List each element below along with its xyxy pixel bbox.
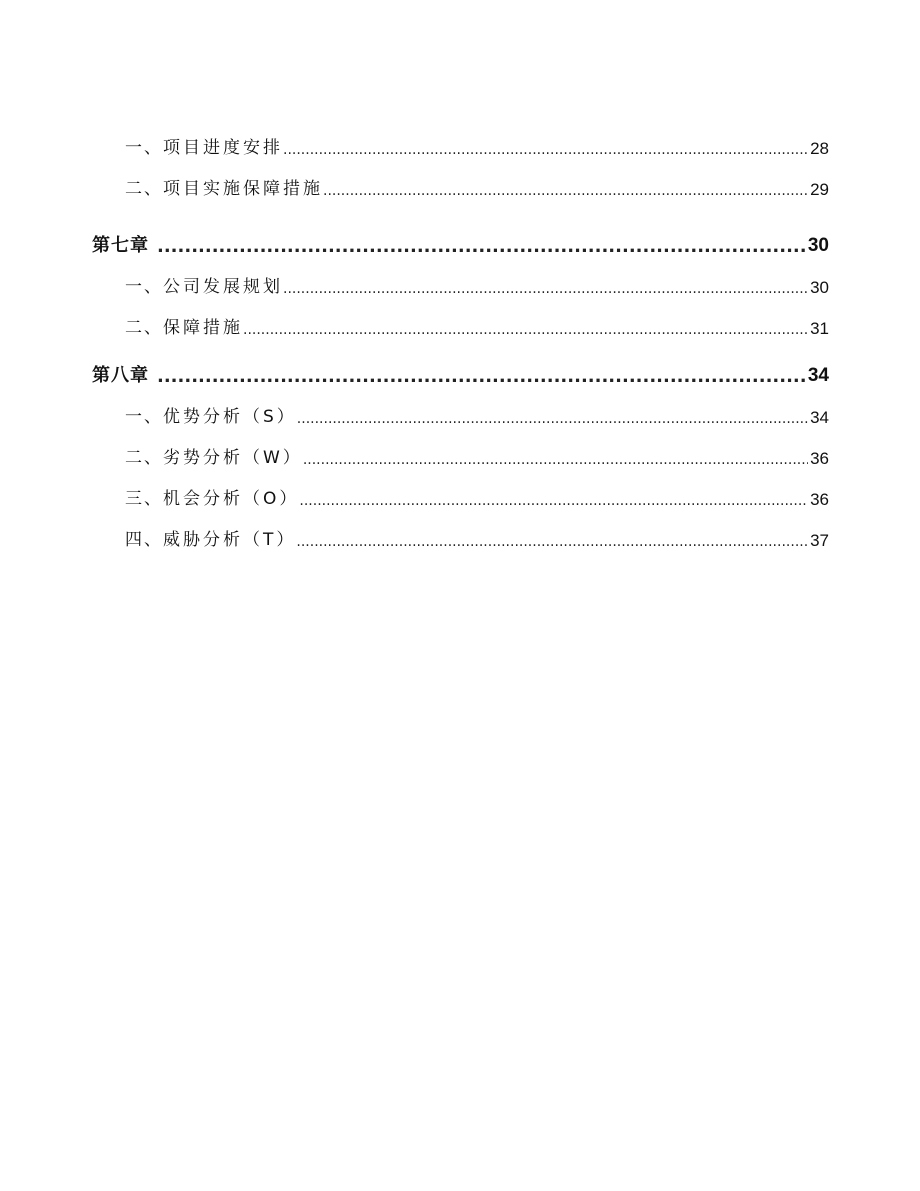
toc-chapter-title: 第七章	[92, 235, 149, 256]
toc-entry-page: 31	[810, 319, 829, 338]
toc-leader-dots	[157, 367, 806, 387]
toc-leader-dots	[243, 321, 808, 339]
toc-entry-title: 机会分析（O）	[163, 489, 300, 509]
toc-entry-title: 项目实施保障措施	[163, 179, 323, 199]
toc-entry-weaknesses-analysis[interactable]	[92, 428, 829, 469]
toc-leader-dots	[323, 182, 808, 200]
toc-entry-title: 保障措施	[163, 318, 243, 338]
toc-entry-number: 二、	[125, 179, 163, 199]
toc-chapter-8[interactable]	[92, 339, 829, 387]
toc-entry-page: 29	[810, 180, 829, 199]
toc-entry-title: 项目进度安排	[163, 138, 283, 158]
toc-entry-number: 二、	[125, 448, 163, 468]
toc-entry-implementation-safeguards[interactable]	[92, 159, 829, 200]
toc-chapter-page: 30	[807, 235, 829, 256]
toc-entry-threats-analysis[interactable]	[92, 510, 829, 551]
toc-entry-page: 36	[810, 490, 829, 509]
toc-entry-number: 二、	[125, 318, 163, 338]
toc-entry-number: 一、	[125, 277, 163, 297]
toc-entry-title: 劣势分析（W）	[163, 448, 303, 468]
toc-chapter-page: 34	[807, 365, 829, 386]
toc-entry-page: 36	[810, 449, 829, 468]
toc-chapter-title: 第八章	[92, 365, 149, 386]
toc-leader-dots	[283, 280, 808, 298]
toc-chapter-7[interactable]	[92, 200, 829, 257]
toc-entry-page: 34	[810, 408, 829, 427]
toc-entry-company-development-plan[interactable]	[92, 257, 829, 298]
toc-entry-strengths-analysis[interactable]	[92, 387, 829, 428]
toc-entry-project-schedule[interactable]	[92, 118, 829, 159]
toc-entry-page: 37	[810, 531, 829, 550]
toc-leader-dots	[303, 451, 808, 469]
toc-entry-number: 四、	[125, 530, 163, 550]
toc-entry-page: 30	[810, 278, 829, 297]
toc-entry-opportunities-analysis[interactable]	[92, 469, 829, 510]
toc-leader-dots	[157, 237, 806, 257]
toc-entry-title: 优势分析（S）	[163, 407, 297, 427]
toc-leader-dots	[297, 410, 808, 428]
toc-leader-dots	[296, 533, 808, 551]
toc-entry-number: 三、	[125, 489, 163, 509]
toc-entry-title: 威胁分析（T）	[163, 530, 297, 550]
toc-entry-number: 一、	[125, 138, 163, 158]
toc-leader-dots	[299, 492, 808, 510]
toc-leader-dots	[283, 141, 808, 159]
toc-entry-number: 一、	[125, 407, 163, 427]
toc-entry-title: 公司发展规划	[163, 277, 283, 297]
table-of-contents	[92, 118, 829, 551]
toc-entry-safeguard-measures[interactable]	[92, 298, 829, 339]
toc-entry-page: 28	[810, 139, 829, 158]
